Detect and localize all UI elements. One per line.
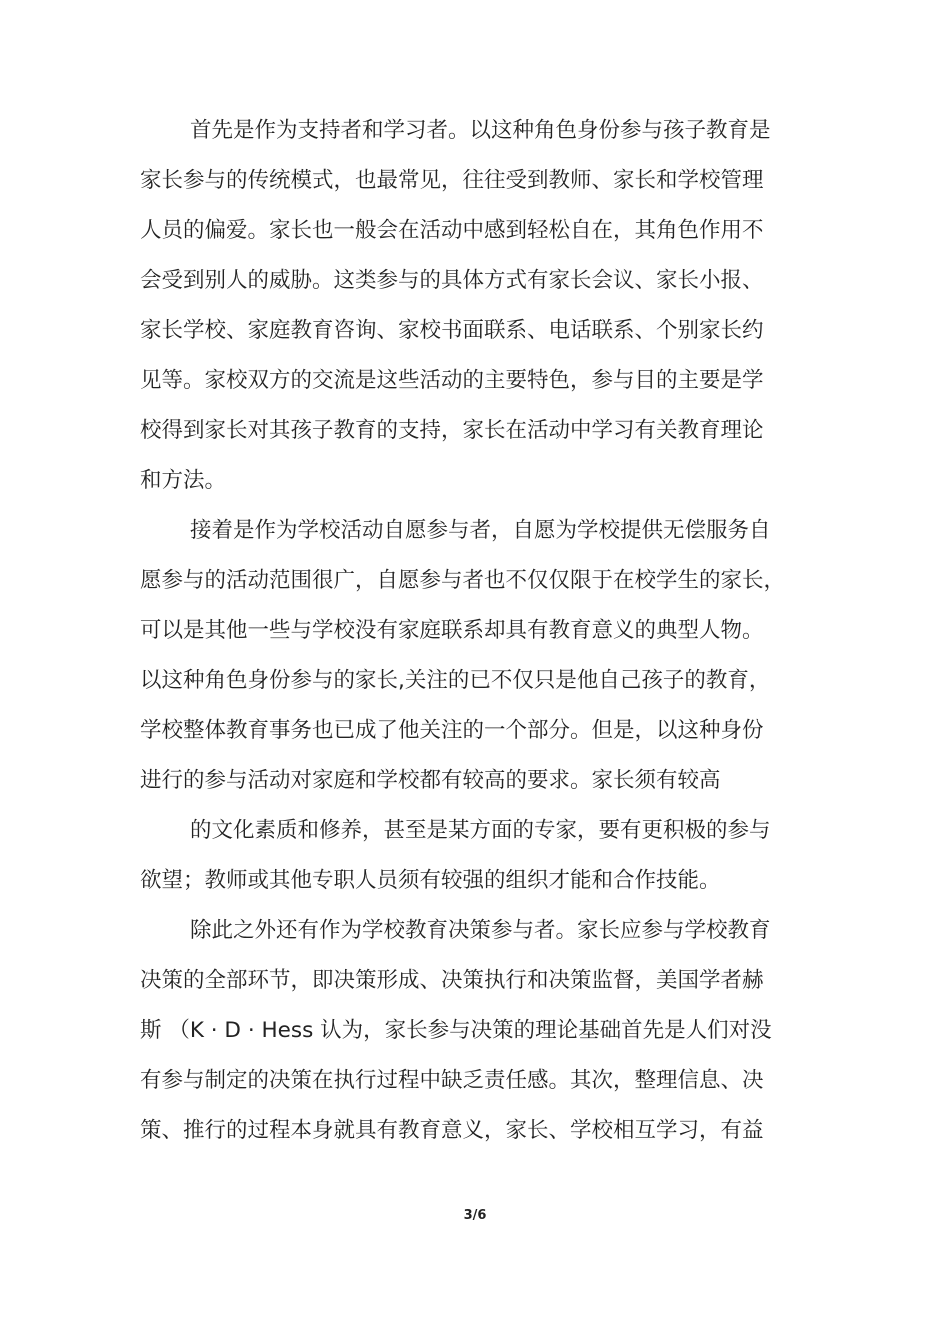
paragraph-line: 有参与制定的决策在执行过程中缺乏责任感。其次，整理信息、决 bbox=[140, 1068, 764, 1093]
paragraph-line: 会受到别人的威胁。这类参与的具体方式有家长会议、家长小报、 bbox=[140, 268, 764, 293]
paragraph-line: 决策的全部环节，即决策形成、决策执行和决策监督，美国学者赫 bbox=[140, 968, 764, 993]
paragraph-line: 可以是其他一些与学校没有家庭联系却具有教育意义的典型人物。 bbox=[140, 618, 764, 643]
paragraph-line: 策、推行的过程本身就具有教育意义，家长、学校相互学习，有益 bbox=[140, 1118, 764, 1143]
paragraph-line: 欲望；教师或其他专职人员须有较强的组织才能和合作技能。 bbox=[140, 868, 721, 893]
page-number: 3/6 bbox=[463, 1208, 487, 1223]
paragraph-line: 首先是作为支持者和学习者。以这种角色身份参与孩子教育是 bbox=[190, 118, 771, 143]
paragraph-line: 进行的参与活动对家庭和学校都有较高的要求。家长须有较高 bbox=[140, 768, 721, 793]
paragraph-line: 愿参与的活动范围很广，自愿参与者也不仅仅限于在校学生的家长， bbox=[140, 568, 786, 593]
document-body bbox=[140, 106, 825, 1156]
paragraph-line: 家长参与的传统模式，也最常见，往往受到教师、家长和学校管理 bbox=[140, 168, 764, 193]
paragraph-line: 接着是作为学校活动自愿参与者，自愿为学校提供无偿服务自 bbox=[190, 518, 771, 543]
paragraph-line: 斯 （K · D · Hess 认为，家长参与决策的理论基础首先是人们对没 bbox=[140, 1018, 772, 1043]
paragraph-line: 学校整体教育事务也已成了他关注的一个部分。但是，以这种身份 bbox=[140, 718, 764, 743]
paragraph-line: 见等。家校双方的交流是这些活动的主要特色，参与目的主要是学 bbox=[140, 368, 764, 393]
paragraph-line: 以这种角色身份参与的家长,关注的已不仅只是他自己孩子的教育， bbox=[140, 668, 771, 693]
paragraph-line: 校得到家长对其孩子教育的支持，家长在活动中学习有关教育理论 bbox=[140, 418, 764, 443]
paragraph-line: 除此之外还有作为学校教育决策参与者。家长应参与学校教育 bbox=[190, 918, 771, 943]
paragraph-line: 的文化素质和修养，甚至是某方面的专家，要有更积极的参与 bbox=[190, 818, 771, 843]
paragraph-line: 和方法。 bbox=[140, 468, 227, 493]
paragraph-line: 人员的偏爱。家长也一般会在活动中感到轻松自在，其角色作用不 bbox=[140, 218, 764, 243]
paragraph-line: 家长学校、家庭教育咨询、家校书面联系、电话联系、个别家长约 bbox=[140, 318, 764, 343]
